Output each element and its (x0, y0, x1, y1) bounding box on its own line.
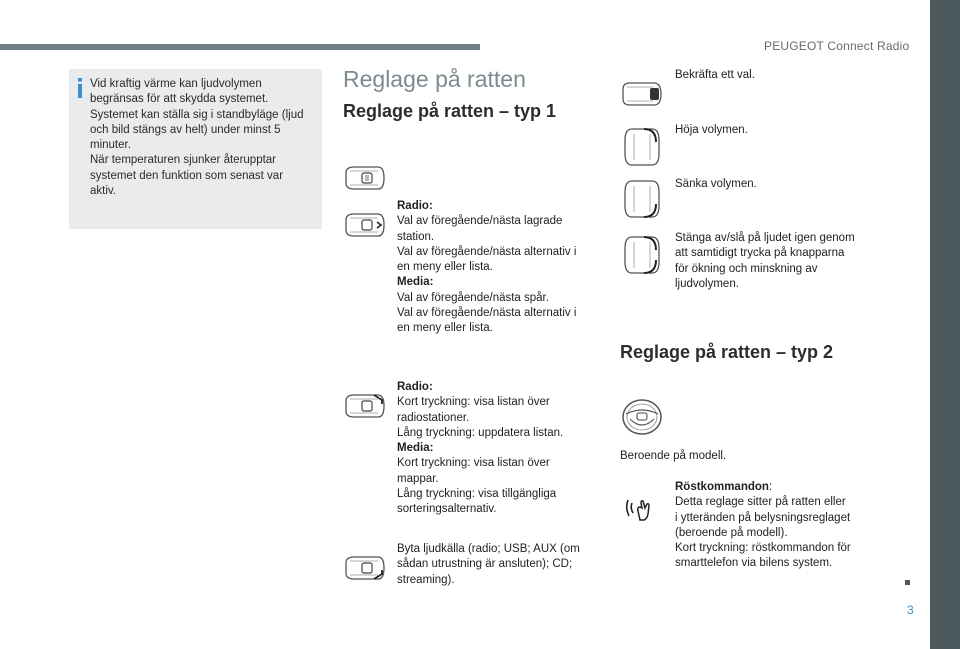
text-line: Höja volymen. (675, 124, 748, 136)
volume-up-text (675, 123, 875, 138)
text-line: Val av föregående/nästa alternativ i (397, 245, 577, 258)
confirm-stalk-icon (620, 80, 664, 108)
text-line: Bekräfta ett val. (675, 69, 755, 81)
text-line: (beroende på modell). (675, 526, 788, 539)
info-line: Vid kraftig värme kan ljudvolymen (90, 78, 262, 90)
page-header-title: PEUGEOT Connect Radio (764, 39, 910, 53)
text-line: Beroende på modell. (620, 450, 727, 462)
text-line: Kort tryckning: visa listan över (397, 457, 550, 470)
list-stalk-icon (344, 391, 386, 421)
text-line: Val av föregående/nästa alternativ i (397, 307, 577, 320)
text-line: Detta reglage sitter på ratten eller (675, 496, 846, 509)
text-line: station. (397, 230, 435, 243)
steering-wheel-icon (620, 397, 664, 437)
info-icon (75, 78, 85, 98)
info-note-box (69, 69, 322, 229)
type1-item3-text (397, 542, 602, 588)
text-line: Sänka volymen. (675, 178, 757, 190)
info-line: minuter. (90, 139, 131, 152)
info-line: och bild stängs av helt) under minst 5 (90, 123, 281, 136)
confirm-text (675, 68, 875, 83)
type1-item2-text (397, 380, 597, 518)
radio-label: Radio: (397, 200, 433, 212)
text-line: en meny eller lista. (397, 322, 493, 335)
type2-title: Reglage på ratten – typ 2 (620, 342, 834, 362)
text-line: i ytteränden på belysningsreglaget (675, 511, 851, 524)
text-line: Val av föregående/nästa spår. (397, 291, 549, 304)
depends-text (620, 449, 820, 464)
media-label: Media: (397, 442, 434, 455)
text-line: att samtidigt trycka på knapparna (675, 247, 845, 260)
text-line: sådan utrustning är ansluten); CD; (397, 558, 573, 571)
steering-stalk-icon (344, 163, 386, 193)
text-line: Byta ljudkälla (radio; USB; AUX (om (397, 543, 580, 555)
info-line: När temperaturen sjunker återupptar (90, 154, 277, 167)
text-line: radiostationer. (397, 411, 470, 424)
section-title: Reglage på ratten (343, 66, 526, 92)
text-line: smarttelefon via bilens system. (675, 557, 833, 570)
volume-down-text (675, 177, 875, 192)
text-line: Lång tryckning: visa tillgängliga (397, 488, 557, 501)
text-line: mappar. (397, 472, 439, 485)
volume-down-stalk-icon (622, 178, 662, 220)
info-note-text (90, 77, 316, 199)
info-line: Systemet kan ställa sig i standbyläge (ljud (90, 108, 304, 121)
info-line: begränsas för att skydda systemet. (90, 93, 269, 106)
page-number: 3 (907, 603, 914, 617)
volume-up-stalk-icon (622, 126, 662, 168)
next-prev-stalk-icon (344, 210, 386, 240)
text-line: streaming). (397, 573, 455, 586)
header-bar (0, 44, 480, 50)
source-stalk-icon (344, 553, 386, 583)
mute-stalk-icon (622, 234, 662, 276)
radio-label: Radio: (397, 381, 433, 393)
text-line: Stänga av/slå på ljudet igen genom (675, 232, 855, 244)
text-line: Lång tryckning: uppdatera listan. (397, 426, 564, 439)
text-line: sorteringsalternativ. (397, 503, 497, 516)
info-line: systemet den funktion som senast var (90, 169, 284, 182)
text-line: Kort tryckning: visa listan över (397, 396, 550, 409)
voice-command-text (675, 480, 885, 572)
text-line: en meny eller lista. (397, 261, 493, 274)
text-line: ljudvolymen. (675, 277, 739, 290)
text-line: Val av föregående/nästa lagrade (397, 215, 563, 228)
voice-command-label: Röstkommandon (675, 481, 769, 493)
info-line: aktiv. (90, 185, 116, 198)
media-label: Media: (397, 276, 434, 289)
text-line: Kort tryckning: röstkommandon för (675, 542, 851, 555)
voice-command-icon (624, 494, 654, 522)
type1-title: Reglage på ratten – typ 1 (343, 101, 557, 121)
right-sidebar (930, 0, 960, 649)
page-marker (905, 580, 910, 585)
type1-item1-text (397, 199, 597, 337)
text-line: för ökning och minskning av (675, 262, 818, 275)
mute-text (675, 231, 875, 292)
label-colon: : (768, 481, 773, 493)
